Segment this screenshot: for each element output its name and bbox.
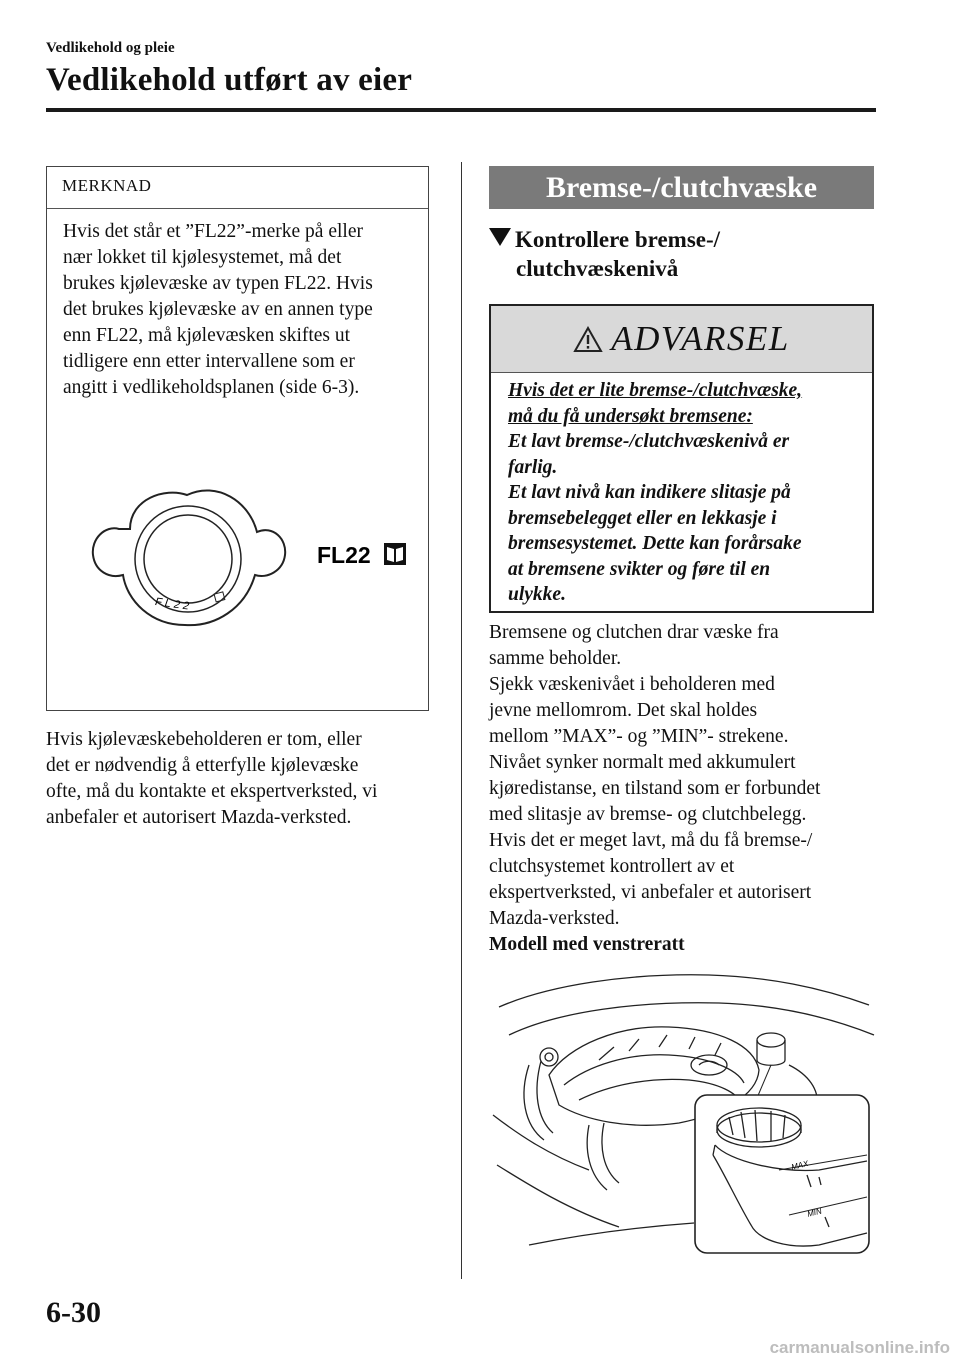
engine-bay-illustration	[489, 965, 877, 1257]
warning-line: Et lavt bremse-/clutchvæskenivå er	[508, 431, 790, 452]
text-line: Bremsene og clutchen drar væske fra	[489, 622, 779, 643]
text-line: anbefaler et autorisert Mazda-verksted.	[46, 807, 352, 828]
note-line: enn FL22, må kjølevæsken skiftes ut	[63, 325, 351, 346]
note-line: angitt i vedlikeholdsplanen (side 6-3).	[63, 377, 360, 398]
warning-line: bremsebelegget eller en lekkasje i	[508, 507, 777, 529]
text-line: ekspertverksted, vi anbefaler et autorisert	[489, 882, 812, 903]
text-line: clutchsystemet kontrollert av et	[489, 856, 735, 877]
text-line: Hvis det er meget lavt, må du få bremse-/	[489, 830, 813, 851]
note-heading: MERKNAD	[47, 167, 428, 209]
fl22-badge-label: FL22	[317, 542, 371, 568]
text-line: Sjekk væskenivået i beholderen med	[489, 674, 775, 695]
watermark: carmanualsonline.info	[769, 1338, 950, 1357]
text-line: det er nødvendig å etterfylle kjølevæske	[46, 755, 359, 776]
note-line: det brukes kjølevæske av en annen type	[63, 299, 373, 320]
text-line: Mazda-verksted.	[489, 908, 620, 929]
note-line: tidligere enn etter intervallene som er	[63, 351, 355, 372]
warning-line: farlig.	[508, 456, 558, 478]
right-body-text	[489, 620, 881, 958]
page-title: Vedlikehold utført av eier	[46, 62, 413, 98]
warning-triangle-icon	[573, 326, 603, 353]
note-line: Hvis det står et ”FL22”-merke på eller	[63, 221, 363, 242]
max-level-label: MAX	[790, 1158, 810, 1172]
text-line: jevne mellomrom. Det skal holdes	[489, 700, 758, 721]
left-body-text	[46, 727, 436, 831]
warning-header	[491, 306, 872, 373]
warning-title: ADVARSEL	[611, 319, 790, 358]
warning-underlined-line: må du få undersøkt bremsene:	[508, 405, 753, 427]
warning-text	[491, 373, 872, 608]
text-line: kjøredistanse, en tilstand som er forbundet	[489, 778, 821, 799]
section-label: Vedlikehold og pleie	[46, 40, 175, 56]
note-box	[46, 166, 429, 711]
subhead-line-1: Kontrollere bremse-/	[515, 227, 721, 252]
header-rule	[46, 108, 876, 112]
text-line: Nivået synker normalt med akkumulert	[489, 752, 796, 773]
triangle-bullet-icon	[489, 228, 511, 246]
subsection-heading	[489, 225, 874, 283]
section-banner: Bremse-/clutchvæske	[489, 166, 874, 209]
column-divider	[461, 162, 462, 1279]
warning-line: bremsesystemet. Dette kan forårsake	[508, 533, 802, 554]
radiator-cap-illustration	[67, 487, 417, 637]
warning-box	[489, 304, 874, 613]
text-line: ofte, må du kontakte et ekspertverksted, vi	[46, 781, 378, 802]
warning-line: at bremsene svikter og føre til en	[508, 558, 771, 580]
page-number: 6-30	[46, 1296, 101, 1329]
subhead-line-2: clutchvæskenivå	[516, 256, 679, 281]
warning-line: Et lavt nivå kan indikere slitasje på	[508, 482, 791, 503]
text-line: samme beholder.	[489, 648, 622, 669]
note-line: brukes kjølevæske av typen FL22. Hvis	[63, 273, 373, 294]
text-line: med slitasje av bremse- og clutchbelegg.	[489, 804, 807, 825]
text-line: mellom ”MAX”- og ”MIN”- strekene.	[489, 726, 789, 747]
min-level-label: MIN	[806, 1206, 823, 1219]
text-line: Hvis kjølevæskebeholderen er tom, eller	[46, 729, 362, 750]
model-label: Modell med venstreratt	[489, 934, 685, 955]
cap-ring-label: FL22	[154, 595, 193, 614]
note-text	[47, 209, 428, 401]
warning-line: ulykke.	[508, 584, 566, 605]
warning-underlined-line: Hvis det er lite bremse-/clutchvæske,	[508, 380, 803, 401]
note-line: nær lokket til kjølesystemet, må det	[63, 247, 342, 268]
